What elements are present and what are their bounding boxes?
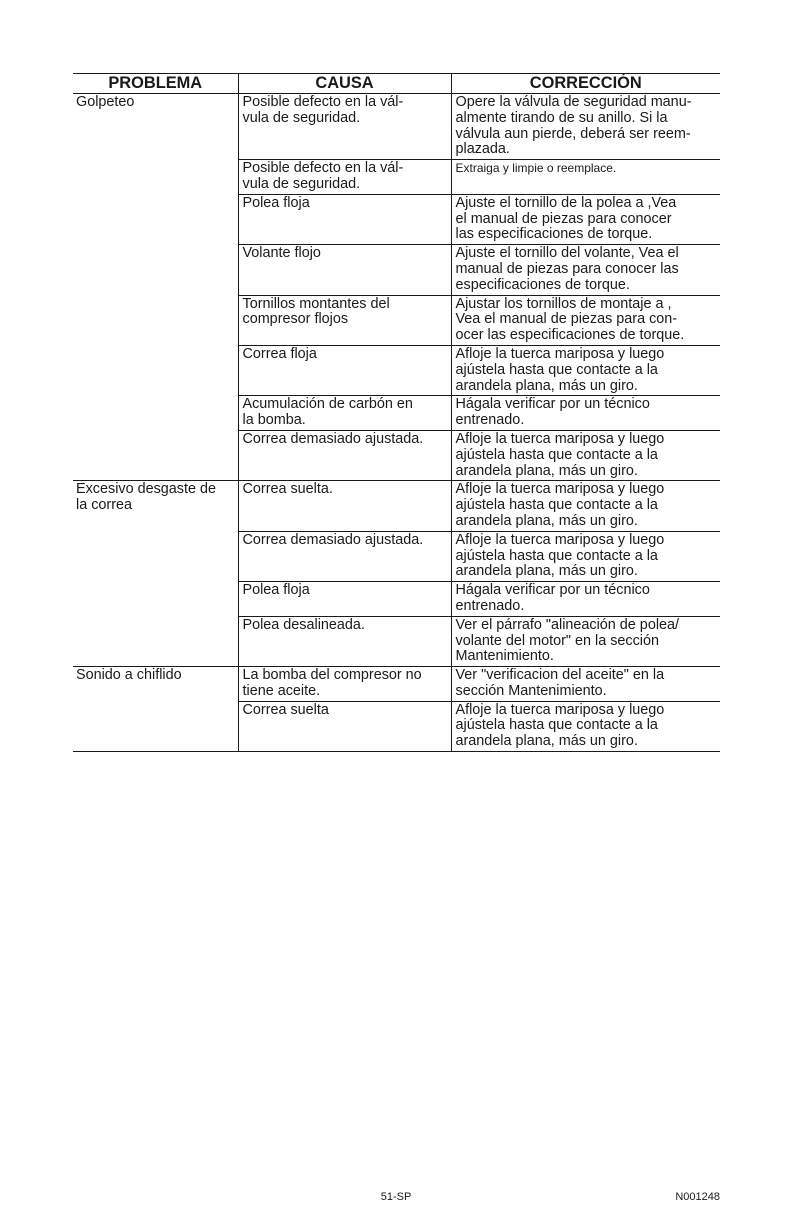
- cause-cell: [238, 531, 451, 581]
- header-cause: CAUSA: [238, 74, 451, 94]
- correction-text: Afloje la tuerca mariposa y luego ajústela hasta que contacte a la arandela plana, más un giro.: [455, 531, 665, 580]
- cause-cell: [238, 345, 451, 395]
- cause-text: Polea floja: [242, 194, 310, 211]
- table-row: [73, 667, 720, 702]
- cause-cell: [238, 94, 451, 160]
- cause-text: Tornillos montantes del compresor flojos: [242, 295, 390, 328]
- table-row: [73, 481, 720, 531]
- correction-cell: [451, 94, 720, 160]
- cause-cell: [238, 160, 451, 195]
- cause-text: Polea floja: [242, 582, 310, 599]
- correction-text: Hágala verificar por un técnico entrenado.: [455, 582, 650, 614]
- document-code: N001248: [675, 1191, 720, 1203]
- correction-cell: [451, 345, 720, 395]
- cause-text: Posible defecto en la vál- vula de seguridad.: [242, 94, 404, 126]
- correction-cell: [451, 194, 720, 244]
- correction-text: Afloje la tuerca mariposa y luego ajústela hasta que contacte a la arandela plana, más un giro.: [455, 430, 665, 479]
- problem-text: Golpeteo: [76, 94, 135, 110]
- correction-text: Opere la válvula de seguridad manu- almente tirando de su anillo. Si la válvula aun pierde, deberá ser reem- plazada.: [455, 94, 692, 158]
- correction-cell: [451, 396, 720, 431]
- header-problem: PROBLEMA: [73, 74, 238, 94]
- correction-text: Ajuste el tornillo de la polea a ,Vea el manual de piezas para conocer las especificaciones de torque.: [455, 194, 677, 243]
- cause-text: Correa demasiado ajustada.: [242, 430, 424, 447]
- cause-text: Correa suelta: [242, 701, 329, 718]
- problem-cell: [73, 481, 238, 667]
- correction-text: Ajustar los tornillos de montaje a , Vea el manual de piezas para con- ocer las especificaciones de torque.: [455, 295, 685, 344]
- cause-text: Correa demasiado ajustada.: [242, 531, 424, 548]
- cause-text: Correa floja: [242, 345, 317, 362]
- cause-text: Correa suelta.: [242, 481, 333, 498]
- troubleshooting-table: [73, 73, 720, 752]
- correction-cell: [451, 481, 720, 531]
- correction-text: Ver "verificacion del aceite" en la sección Mantenimiento.: [455, 667, 665, 699]
- correction-text: Extraiga y limpie o reemplace.: [455, 161, 617, 176]
- page-number: 51-SP: [380, 1191, 412, 1203]
- correction-cell: [451, 701, 720, 751]
- correction-text: Afloje la tuerca mariposa y luego ajústela hasta que contacte a la arandela plana, más un giro.: [455, 345, 665, 394]
- cause-text: Polea desalineada.: [242, 616, 365, 633]
- cause-cell: [238, 245, 451, 295]
- correction-cell: [451, 531, 720, 581]
- cause-text: La bomba del compresor no tiene aceite.: [242, 667, 422, 699]
- correction-cell: [451, 582, 720, 617]
- cause-cell: [238, 616, 451, 666]
- cause-text: Posible defecto en la vál- vula de seguridad.: [242, 160, 404, 192]
- correction-cell: [451, 245, 720, 295]
- cause-text: Acumulación de carbón en la bomba.: [242, 396, 413, 429]
- correction-text: Hágala verificar por un técnico entrenado.: [455, 396, 650, 429]
- header-correction: CORRECCIÓN: [451, 74, 720, 94]
- cause-cell: [238, 667, 451, 702]
- cause-cell: [238, 396, 451, 431]
- correction-text: Afloje la tuerca mariposa y luego ajústela hasta que contacte a la arandela plana, más un giro.: [455, 701, 665, 750]
- correction-cell: [451, 160, 720, 195]
- correction-cell: [451, 616, 720, 666]
- correction-text: Afloje la tuerca mariposa y luego ajústela hasta que contacte a la arandela plana, más un giro.: [455, 481, 665, 529]
- table-row: [73, 94, 720, 160]
- problem-cell: [73, 94, 238, 481]
- correction-cell: [451, 295, 720, 345]
- correction-cell: [451, 667, 720, 702]
- problem-text: Excesivo desgaste de la correa: [76, 481, 216, 514]
- correction-cell: [451, 430, 720, 480]
- table-header-row: [73, 74, 720, 94]
- correction-text: Ver el párrafo "alineación de polea/ volante del motor" en la sección Mantenimiento.: [455, 616, 680, 665]
- correction-text: Ajuste el tornillo del volante, Vea el manual de piezas para conocer las especificaciones de torque.: [455, 245, 679, 293]
- cause-cell: [238, 194, 451, 244]
- cause-cell: [238, 430, 451, 480]
- problem-cell: [73, 667, 238, 752]
- cause-cell: [238, 701, 451, 751]
- cause-cell: [238, 481, 451, 531]
- cause-text: Volante flojo: [242, 245, 321, 262]
- problem-text: Sonido a chiflido: [76, 667, 182, 684]
- cause-cell: [238, 295, 451, 345]
- cause-cell: [238, 582, 451, 617]
